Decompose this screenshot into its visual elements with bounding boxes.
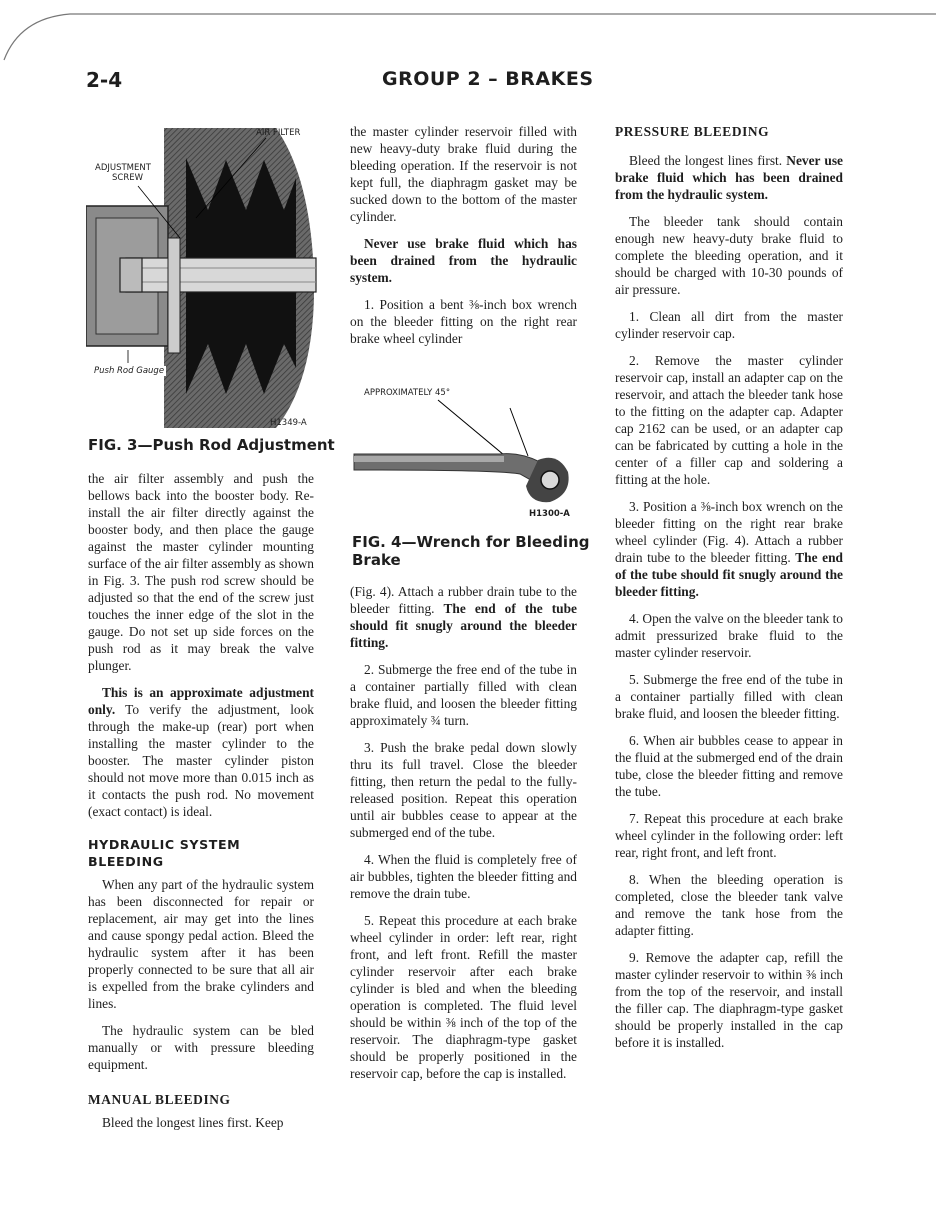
figure4-caption-line1: FIG. 4—Wrench for Bleeding (352, 533, 590, 551)
col3-paragraph-7: 5. Submerge the free end of the tube in a container partially filled with clean brake fluid, and loosen the bleeder fitting. (615, 672, 843, 721)
column-3 (615, 123, 843, 1061)
page-title: GROUP 2 – BRAKES (382, 68, 594, 90)
col1-paragraph-5: Bleed the longest lines first. Keep (102, 1115, 284, 1130)
col2-paragraph-3: 1. Position a bent ⅜-inch box wrench on the bleeder fitting on the right rear brake wheel cylinder (350, 297, 577, 346)
col1-paragraph-2-rest: To verify the adjustment, look through the make-up (rear) port when installing the master cylinder to the booster. The master cylinder piston should not move more than 0.015 inch as it contacts the push rod. No movement (exact contact) is ideal. (88, 702, 314, 819)
air-filter-label: AIR FILTER (256, 128, 301, 138)
col3-paragraph-6: 4. Open the valve on the bleeder tank to admit pressurized brake fluid to the master cylinder reservoir. (615, 611, 843, 660)
figure3-caption: FIG. 3—Push Rod Adjustment (88, 436, 335, 454)
adjustment-screw-label-line1: ADJUSTMENT (95, 163, 151, 173)
col3-paragraph-4: 2. Remove the master cylinder reservoir cap, install an adapter cap on the reservoir, and attach the bleeder tank hose to the fitting on the adapter cap. Adapter cap 2162 can be used, or an adapter cap can be fabricated by cutting a hole in the center of a filler cap and soldering a fitting at the hole. (615, 353, 843, 487)
col2-paragraph-8: 5. Repeat this procedure at each brake wheel cylinder in order: left rear, right front, and left front. Refill the master cylinder reservoir after each brake cylinder is bled and when the bleeding operation is completed. The fluid level should be within ⅜ inch of the top of the reservoir. The diaphragm-type gasket should be properly positioned in the reservoir cap, before the cap is installed. (350, 913, 577, 1081)
col2-paragraph-2-bold: Never use brake fluid which has been drained from the hydraulic system. (350, 236, 577, 285)
col2-paragraph-4-bold: The end of the tube should fit snugly around the bleeder fitting. (350, 601, 577, 650)
col1-paragraph-2-bold: This is an approximate adjustment only. (88, 685, 314, 717)
adjustment-screw-label-line2: SCREW (112, 173, 144, 183)
column-2-bottom (350, 583, 577, 1092)
col1-paragraph-4: The hydraulic system can be bled manually or with pressure bleeding equipment. (88, 1023, 314, 1072)
col3-paragraph-5-pre: 3. Position a ⅜-inch box wrench on the bleeder fitting on the right rear brake wheel cylinder (Fig. 4). Attach a rubber drain tube to the bleeder fitting. (615, 499, 843, 565)
col3-paragraph-11: 9. Remove the adapter cap, refill the master cylinder reservoir to within ⅜ inch from the top of the reservoir, and install the filler cap. The diaphragm-type gasket should be properly installed in the cap before it is installed. (615, 950, 843, 1050)
col3-paragraph-5-bold: The end of the tube should fit snugly around the bleeder fitting. (615, 550, 843, 599)
col3-paragraph-2: The bleeder tank should contain enough new heavy-duty brake fluid to complete the bleeding operation, and it should be charged with 10-30 pounds of air pressure. (615, 214, 843, 297)
col2-paragraph-7: 4. When the fluid is completely free of air bubbles, tighten the bleeder fitting and remove the drain tube. (350, 852, 577, 901)
col2-paragraph-5: 2. Submerge the free end of the tube in a container partially filled with clean brake fluid, and loosen the bleeder fitting approximately ¾ turn. (350, 662, 577, 728)
col2-paragraph-4 (350, 583, 577, 651)
col2-paragraph-1: the master cylinder reservoir filled with new heavy-duty brake fluid during the bleeding operation. If the reservoir is not kept full, the diaphragm gasket may be sucked down to the bottom of the master cylinder. (350, 124, 577, 224)
col1-paragraph-3: When any part of the hydraulic system has been disconnected for repair or replacement, air may get into the lines and cause spongy pedal action. Bleed the hydraulic system after it has been properly connected to be sure that all air is expelled from the brake cylinders and lines. (88, 877, 314, 1011)
angle-label: APPROXIMATELY 45° (364, 388, 451, 398)
col3-paragraph-1 (615, 152, 843, 203)
bleeding-wrench-figure (350, 390, 590, 520)
column-2-top (350, 123, 577, 357)
figure4-caption-line2: Brake (352, 551, 401, 569)
col1-paragraph-1: the air filter assembly and push the bellows back into the booster body. Re-install the air filter directly against the booster body, and then place the gauge against the master cylinder mounting surface of the air filter assembly as shown in Fig. 3. The push rod screw should be adjusted so that the end of the screw just touches the inner edge of the slot in the gauge. Do not set up side forces on the push rod as it may break the valve plunger. (88, 471, 314, 673)
col3-paragraph-1-bold: Never use brake fluid which has been drained from the hydraulic system. (615, 153, 843, 202)
col2-paragraph-6: 3. Push the brake pedal down slowly thru its full travel. Close the bleeder fitting, then return the pedal to the fully-released position. Repeat this operation until air bubbles cease to appear at the submerged end of the tube. (350, 740, 577, 840)
col2-paragraph-4-pre: (Fig. 4). Attach a rubber drain tube to the bleeder fitting. (350, 584, 577, 616)
page-number: 2-4 (86, 68, 123, 92)
figure4-code: H1300-A (529, 509, 570, 519)
col3-paragraph-8: 6. When air bubbles cease to appear in the fluid at the submerged end of the drain tube, close the bleeder fitting and remove the tube. (615, 733, 843, 799)
pressure-bleeding-heading: PRESSURE BLEEDING (615, 124, 770, 139)
manual-bleeding-heading: MANUAL BLEEDING (88, 1092, 231, 1107)
hydraulic-bleeding-heading: HYDRAULIC SYSTEM BLEEDING (88, 837, 241, 869)
figure3-code: H1349-A (270, 418, 307, 428)
col3-paragraph-10: 8. When the bleeding operation is completed, close the bleeder tank valve and remove the tank hose from the adapter fitting. (615, 872, 843, 938)
col3-paragraph-5 (615, 498, 843, 600)
column-1 (88, 470, 314, 1141)
col1-paragraph-2 (88, 684, 314, 820)
gauge-label: Push Rod Gauge (94, 366, 165, 376)
col3-paragraph-9: 7. Repeat this procedure at each brake wheel cylinder in the following order: left rear, right front, and left front. (615, 811, 843, 860)
col2-paragraph-2 (350, 235, 577, 286)
col3-paragraph-1-pre: Bleed the longest lines first. (629, 153, 787, 168)
col3-paragraph-3: 1. Clean all dirt from the master cylinder reservoir cap. (615, 309, 843, 341)
